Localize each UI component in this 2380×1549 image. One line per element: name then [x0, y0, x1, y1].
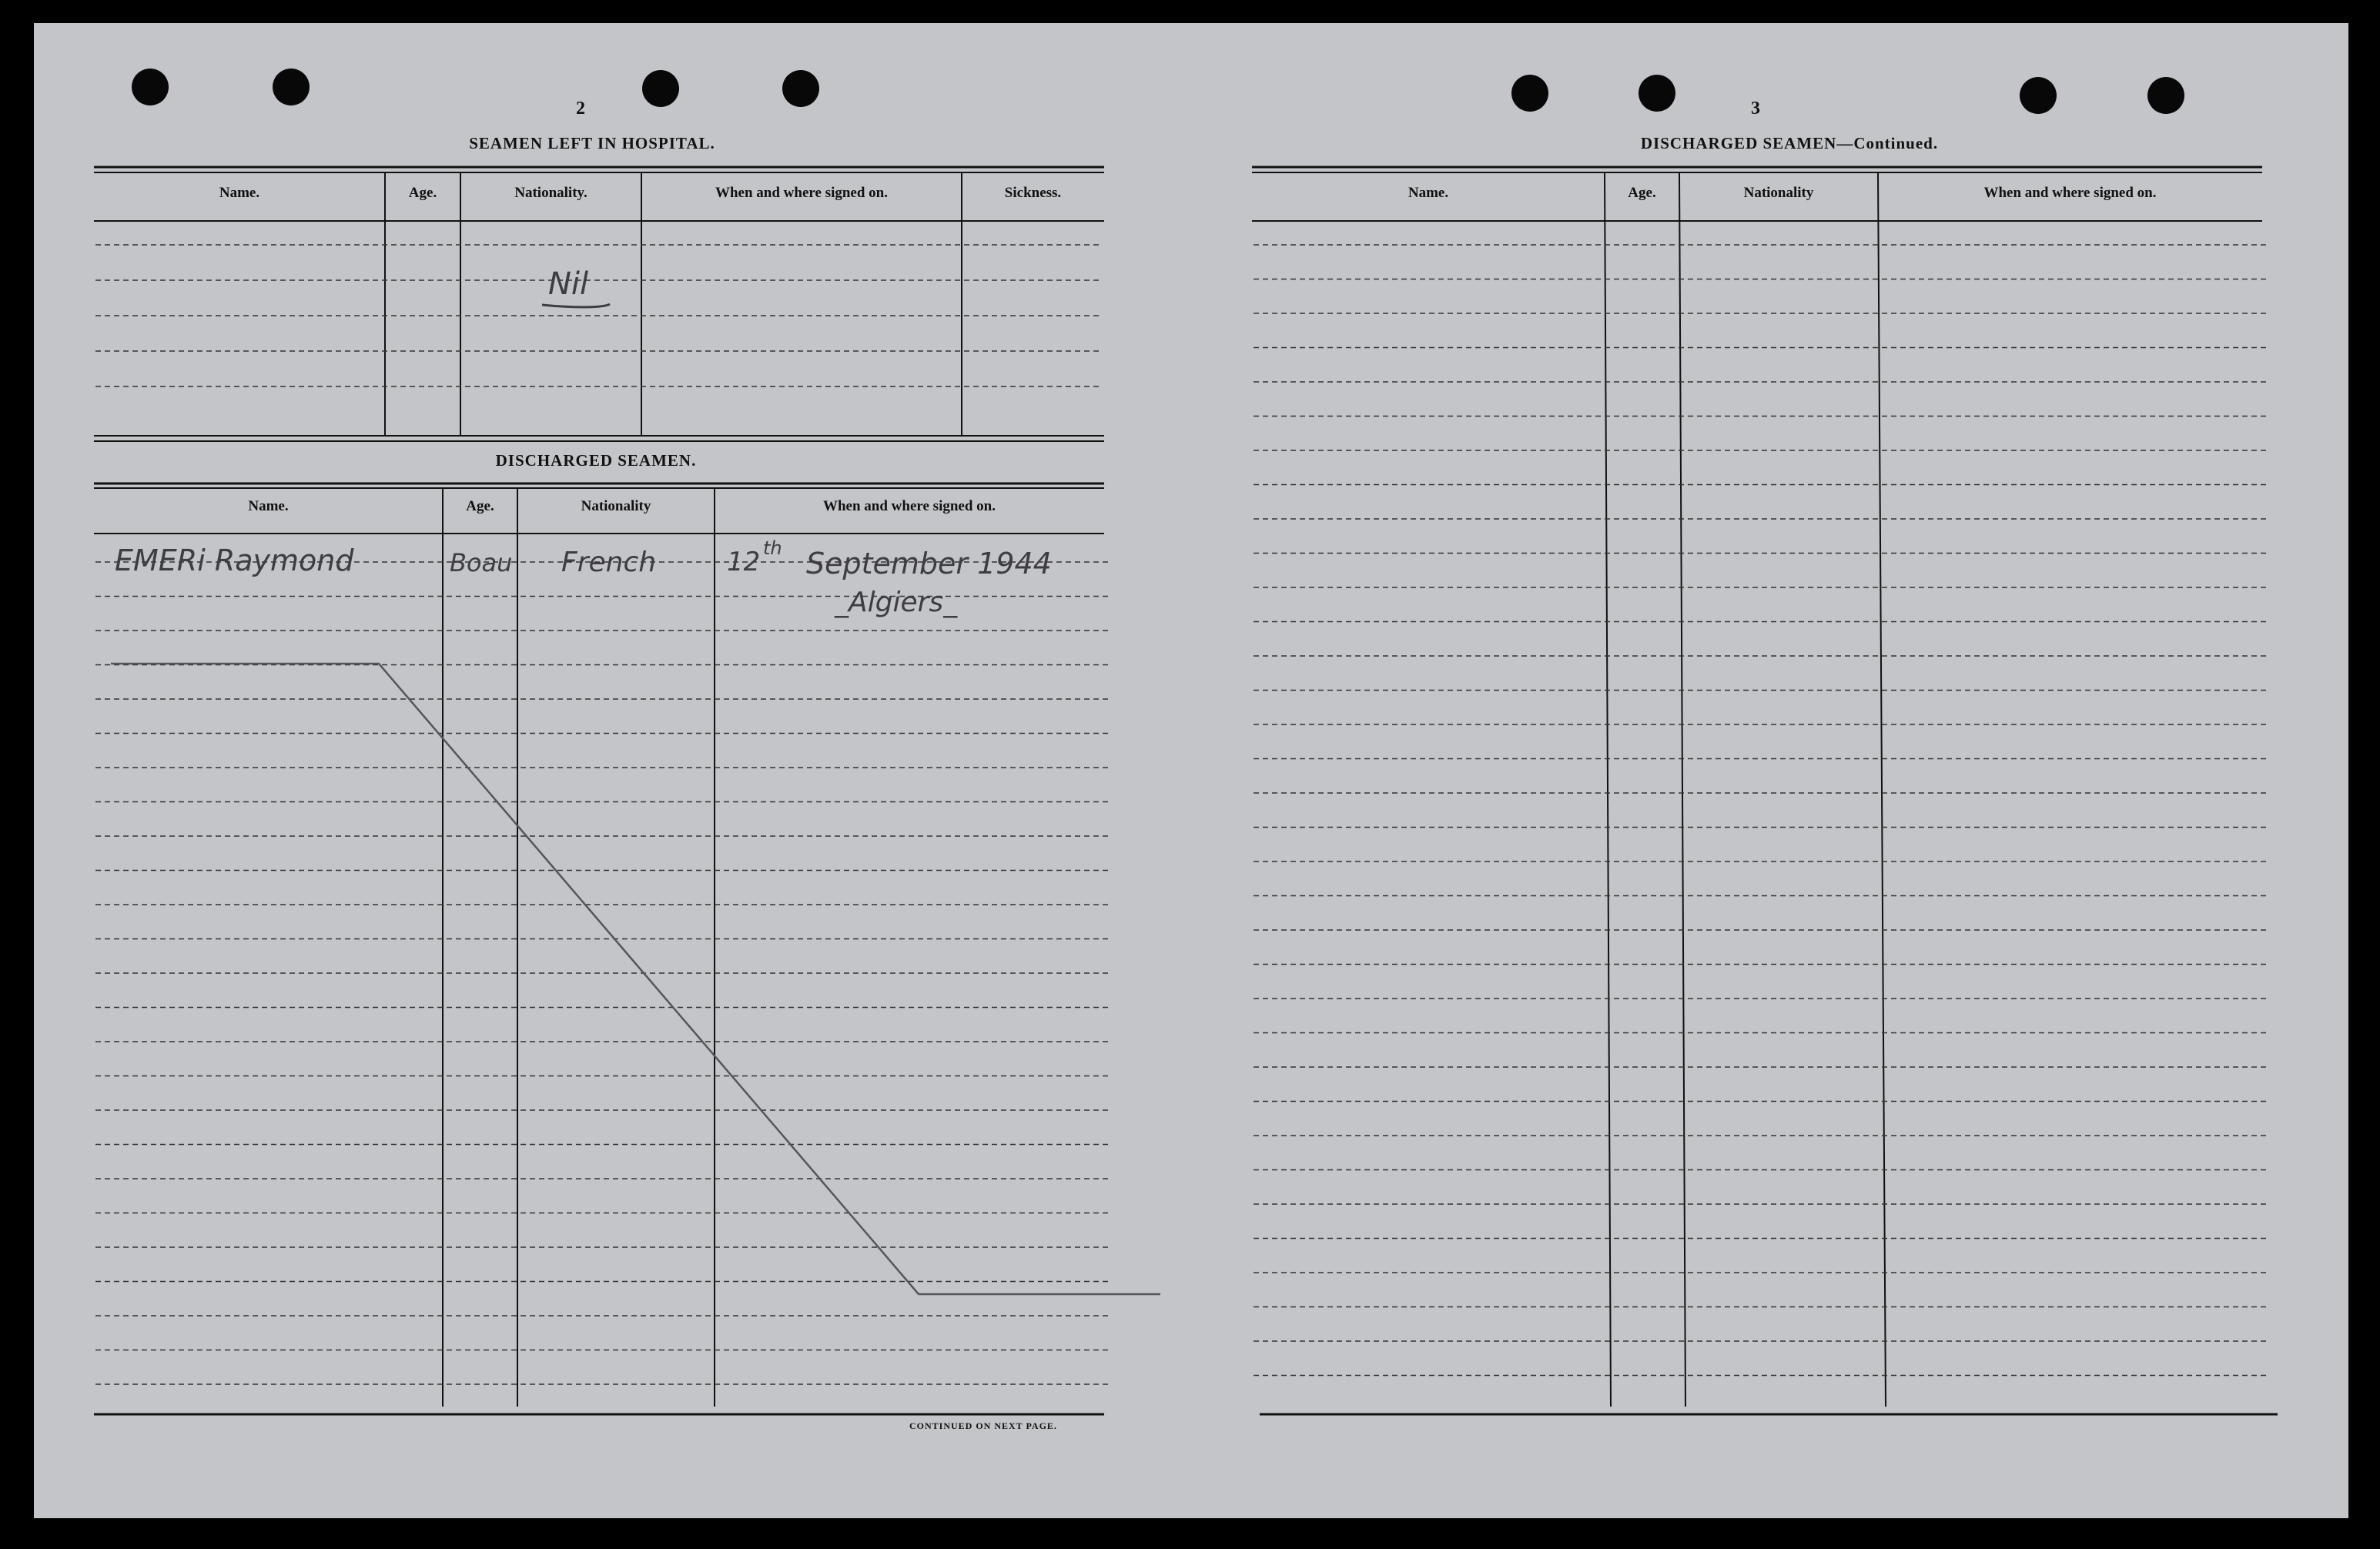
- table-grid: [34, 23, 2348, 1518]
- discharged-col-nationality: Nationality: [581, 498, 651, 514]
- discharged-col-signed-on: When and where signed on.: [822, 498, 996, 514]
- right-col-nationality: Nationality: [1743, 185, 1814, 201]
- entry-signed-date: September 1944: [806, 547, 1052, 580]
- page-number-left: 2: [576, 99, 585, 119]
- right-section-title: DISCHARGED SEAMEN—Continued.: [1640, 134, 1939, 152]
- entry-nationality: French: [561, 547, 657, 578]
- discharged-col-name: Name.: [248, 498, 289, 514]
- hospital-col-age: Age.: [408, 185, 437, 201]
- hospital-col-sickness: Sickness.: [1004, 185, 1062, 201]
- discharged-col-age: Age.: [466, 498, 494, 514]
- hospital-entry-nil: Nil: [548, 266, 589, 302]
- continued-note: CONTINUED ON NEXT PAGE.: [909, 1420, 1057, 1431]
- entry-signed-day-suffix: th: [763, 537, 782, 559]
- hospital-col-nationality: Nationality.: [514, 185, 587, 201]
- entry-name: EMERi Raymond: [115, 544, 354, 577]
- entry-signed-place: _Algiers_: [835, 587, 958, 618]
- right-col-name: Name.: [1408, 185, 1449, 201]
- page-number-right: 3: [1751, 99, 1760, 119]
- entry-signed-day: 12: [727, 547, 761, 577]
- right-col-signed-on: When and where signed on.: [1983, 185, 2157, 201]
- hospital-col-signed-on: When and where signed on.: [715, 185, 888, 201]
- document-sheet: [34, 23, 2348, 1518]
- entry-age: Boau: [450, 548, 513, 577]
- hospital-col-name: Name.: [219, 185, 260, 201]
- hospital-section-title: SEAMEN LEFT IN HOSPITAL.: [469, 134, 715, 152]
- discharged-section-title: DISCHARGED SEAMEN.: [495, 451, 697, 470]
- right-col-age: Age.: [1628, 185, 1656, 201]
